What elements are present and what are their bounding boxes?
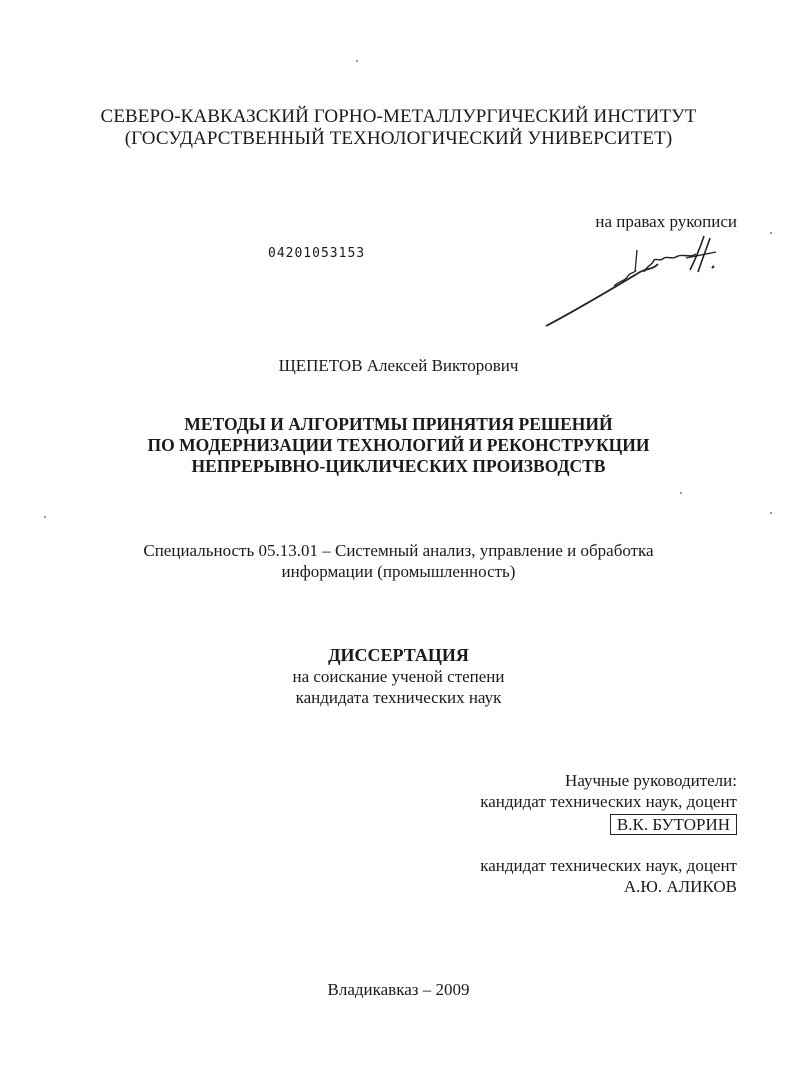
supervisor-2-degree: кандидат технических наук, доцент — [480, 856, 737, 875]
title-line-2: ПО МОДЕРНИЗАЦИИ ТЕХНОЛОГИЙ И РЕКОНСТРУКЦИИ — [147, 435, 650, 455]
dissertation-heading: ДИССЕРТАЦИЯ — [328, 645, 469, 665]
supervisor-2-name: А.Ю. АЛИКОВ — [623, 877, 737, 896]
supervisor-block-1 — [480, 770, 737, 835]
city-year: Владикавказ – 2009 — [327, 980, 470, 999]
supervisor-1-name: В.К. БУТОРИН — [610, 814, 737, 835]
scan-speck — [44, 516, 46, 518]
degree-line-1: на соискание ученой степени — [292, 667, 505, 686]
signature — [540, 228, 730, 333]
scan-speck — [770, 512, 772, 514]
title-line-3: НЕПРЕРЫВНО-ЦИКЛИЧЕСКИХ ПРОИЗВОДСТВ — [191, 456, 606, 476]
scan-speck — [356, 60, 358, 62]
title-line-1: МЕТОДЫ И АЛГОРИТМЫ ПРИНЯТИЯ РЕШЕНИЙ — [184, 414, 613, 434]
degree-description — [0, 666, 797, 708]
degree-line-2: кандидата технических наук — [295, 688, 502, 707]
specialty-line-2: информации (промышленность) — [281, 562, 516, 581]
dissertation-title — [0, 414, 797, 477]
institution-header — [0, 106, 797, 150]
rights-note: на правах рукописи — [595, 212, 737, 231]
author-name: ЩЕПЕТОВ Алексей Викторович — [278, 356, 519, 375]
document-code: 04201053153 — [268, 246, 366, 261]
specialty — [0, 540, 797, 582]
scan-speck — [770, 232, 772, 234]
institution-name: СЕВЕРО-КАВКАЗСКИЙ ГОРНО-МЕТАЛЛУРГИЧЕСКИЙ ИНСТИТУТ — [100, 106, 697, 127]
supervisor-block-2 — [480, 855, 737, 897]
supervisor-1-degree: кандидат технических наук, доцент — [480, 792, 737, 811]
specialty-line-1: Специальность 05.13.01 – Системный анализ, управление и обработка — [143, 541, 654, 560]
scan-speck — [680, 492, 682, 494]
institution-subtitle: (ГОСУДАРСТВЕННЫЙ ТЕХНОЛОГИЧЕСКИЙ УНИВЕРСИТЕТ) — [124, 128, 673, 149]
supervisors-label: Научные руководители: — [565, 771, 737, 790]
